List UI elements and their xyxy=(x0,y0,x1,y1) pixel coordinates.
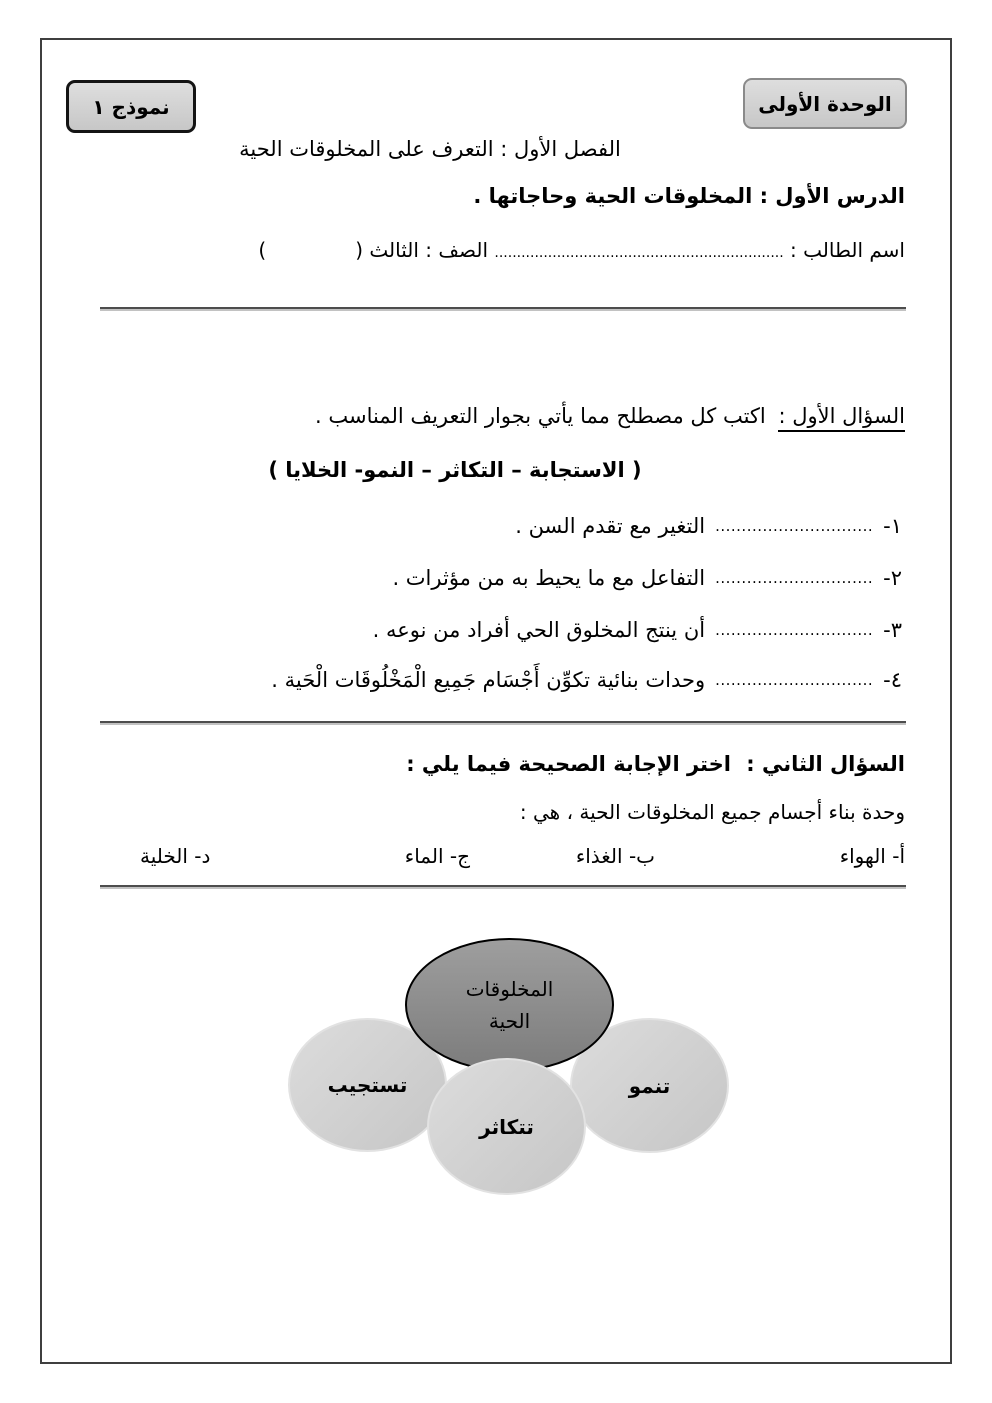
question2-instruction: اختر الإجابة الصحيحة فيما يلي : xyxy=(406,752,731,776)
item-definition: أن ينتج المخلوق الحي أفراد من نوعه . xyxy=(372,618,706,642)
item-number: ١- xyxy=(883,514,902,538)
q1-item-1 xyxy=(515,514,902,538)
model-badge xyxy=(66,80,196,133)
student-name-label: اسم الطالب : xyxy=(790,238,905,262)
item-number: ٤- xyxy=(883,668,902,692)
class-label: الصف : الثالث ( ) xyxy=(258,238,489,262)
answer-blank: .............................. xyxy=(715,517,874,535)
item-definition: التغير مع تقدم السن . xyxy=(515,514,706,538)
diagram-ellipse-reproduce: تتكاثر xyxy=(427,1058,586,1195)
option-d: د- الخلية xyxy=(140,844,211,868)
item-definition: وحدات بنائية تكوِّن أَجْسَام جَمِيع الْمَخْلُوقَات الْحَية . xyxy=(271,668,706,692)
q1-item-2 xyxy=(392,566,902,590)
diagram-ellipse-grow: تنمو xyxy=(570,1018,729,1153)
question1-instruction: اكتب كل مصطلح مما يأتي بجوار التعريف المناسب . xyxy=(315,404,766,428)
divider xyxy=(100,885,906,887)
option-c: ج- الماء xyxy=(404,844,470,868)
unit-badge-label: الوحدة الأولى xyxy=(758,91,892,116)
q1-term-bank: ( الاستجابة – التكاثر – النمو- الخلايا ) xyxy=(268,458,642,482)
question2-title: السؤال الثاني : xyxy=(746,752,905,776)
option-a: أ- الهواء xyxy=(839,844,905,868)
diagram-main-label-line2: الحية xyxy=(488,1009,531,1033)
q1-item-4 xyxy=(271,668,902,692)
option-b: ب- الغذاء xyxy=(575,844,655,868)
diagram-main-label-line1: المخلوقات xyxy=(465,977,554,1001)
model-badge-label: نموذج ١ xyxy=(92,94,170,119)
question1-heading xyxy=(315,404,905,428)
divider xyxy=(100,721,906,723)
answer-blank: .............................. xyxy=(715,671,874,689)
item-number: ٣- xyxy=(883,618,902,642)
diagram-ellipse-living-creatures xyxy=(405,938,614,1072)
lesson-title: الدرس الأول : المخلوقات الحية وحاجاتها . xyxy=(473,184,905,208)
item-number: ٢- xyxy=(883,566,902,590)
diagram-ellipse-respond: تستجيب xyxy=(288,1018,447,1152)
q1-item-3 xyxy=(373,618,902,642)
item-definition: التفاعل مع ما يحيط به من مؤثرات . xyxy=(392,566,706,590)
answer-blank: .............................. xyxy=(715,569,874,587)
divider xyxy=(100,307,906,309)
student-name-line xyxy=(258,238,905,262)
question2-heading xyxy=(406,752,905,776)
student-name-blank: ................................................................. xyxy=(494,245,784,261)
question1-title: السؤال الأول : xyxy=(778,404,905,432)
answer-blank: .............................. xyxy=(715,621,874,639)
unit-badge xyxy=(743,78,907,129)
chapter-title: الفصل الأول : التعرف على المخلوقات الحية xyxy=(239,137,621,161)
question2-stem: وحدة بناء أجسام جميع المخلوقات الحية ، هي : xyxy=(519,800,905,824)
